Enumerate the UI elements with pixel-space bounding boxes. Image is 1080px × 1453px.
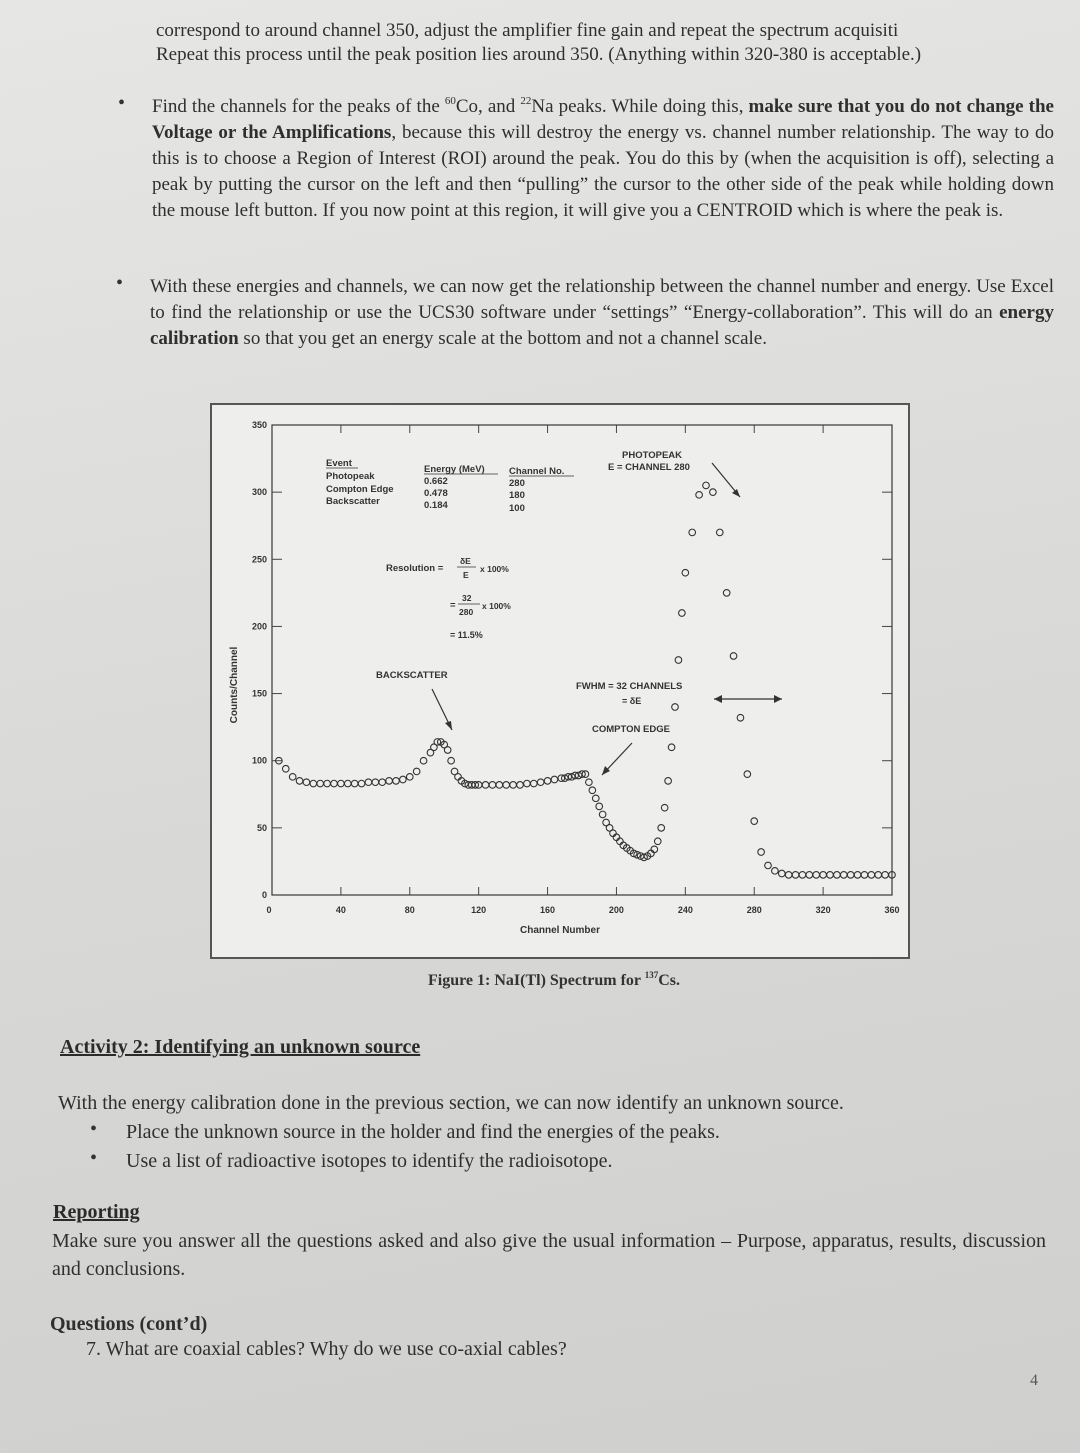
figure-box	[210, 403, 910, 959]
bullet-paragraph-2	[150, 274, 1054, 352]
data-point	[785, 872, 792, 879]
data-point	[351, 780, 358, 787]
data-point	[672, 704, 679, 711]
data-point	[758, 849, 765, 856]
resolution-result: = 11.5%	[450, 630, 483, 640]
data-point	[358, 780, 365, 787]
data-point	[682, 569, 689, 576]
data-point	[861, 872, 868, 879]
resolution-numerator-1: δE	[460, 556, 471, 566]
data-point	[665, 778, 672, 785]
data-point	[875, 872, 882, 879]
data-point	[820, 872, 827, 879]
table-energy-backscatter: 0.184	[424, 500, 448, 511]
na-isotope-mass: 22	[520, 95, 532, 107]
x-tick-label: 280	[746, 905, 762, 915]
data-point	[765, 862, 772, 869]
activity2-heading: Activity 2: Identifying an unknown source	[60, 1036, 421, 1058]
table-header-event: Event	[326, 458, 352, 469]
x-tick-label: 0	[266, 905, 272, 915]
data-point	[710, 489, 717, 496]
x-tick-label: 320	[815, 905, 831, 915]
y-tick-label: 50	[256, 822, 267, 833]
data-point	[813, 872, 820, 879]
top-line-1: correspond to around channel 350, adjust the amplifier fine gain and repeat the spectrum acquisiti	[156, 20, 899, 41]
co-isotope-mass: 60	[444, 95, 456, 107]
data-point	[448, 757, 455, 764]
page-number: 4	[1030, 1372, 1038, 1389]
data-point	[303, 779, 310, 786]
data-point	[599, 811, 606, 818]
y-tick-label: 250	[251, 554, 267, 565]
bullet1-text-b: Co, and	[455, 96, 521, 117]
data-point	[703, 482, 710, 489]
figure-caption	[428, 968, 680, 994]
data-point	[661, 804, 668, 811]
data-point	[689, 529, 696, 536]
x-tick-label: 200	[608, 905, 624, 915]
data-point	[854, 872, 861, 879]
table-channel-compton: 180	[509, 490, 525, 501]
backscatter-label: BACKSCATTER	[376, 670, 448, 681]
data-point	[537, 779, 544, 786]
data-point	[882, 872, 889, 879]
data-point	[496, 782, 503, 789]
fwhm-arrowhead-right	[774, 695, 782, 703]
data-point	[310, 780, 317, 787]
resolution-multiplier-1: x 100%	[480, 564, 509, 574]
data-point	[847, 872, 854, 879]
x-tick-label: 80	[404, 905, 415, 915]
data-point	[723, 590, 730, 597]
data-point	[524, 780, 531, 787]
data-point	[413, 768, 420, 775]
data-point	[834, 872, 841, 879]
activity2-item-2: Use a list of radioactive isotopes to identify the radioisotope.	[126, 1150, 613, 1172]
question-7: 7. What are coaxial cables? Why do we use co-axial cables?	[86, 1338, 567, 1360]
bullet-paragraph-1	[152, 94, 1054, 224]
activity2-bullet-1: •	[90, 1118, 98, 1140]
table-header-energy: Energy (MeV)	[424, 464, 485, 475]
data-point	[778, 870, 785, 877]
data-point	[372, 779, 379, 786]
data-point	[737, 714, 744, 721]
data-point	[289, 774, 296, 781]
data-point	[444, 747, 451, 754]
fwhm-delta-label: = δE	[622, 696, 642, 706]
data-point	[586, 779, 593, 786]
data-point	[592, 795, 599, 802]
photopeak-arrowhead	[732, 489, 740, 497]
table-energy-photopeak: 0.662	[424, 476, 448, 487]
questions-heading: Questions (cont’d)	[50, 1313, 208, 1335]
bullet2-text-a: With these energies and channels, we can now get the relationship between the channel number and energy. Use Excel to find the relationship or use the UCS30 software under “settings” “Energy-collaboration”. This will do an	[150, 276, 1054, 323]
photopeak-label: PHOTOPEAK	[622, 450, 683, 461]
activity2-intro: With the energy calibration done in the previous section, we can now identify an unknown source.	[58, 1092, 844, 1114]
bullet1-text-d: , because this will destroy the energy vs. channel number relationship. The way to do this is to choose a Region of Interest (ROI) around the peak. You do this by (when the acquisition is off), selecting a peak by putting the cursor on the left and then “pulling” the cursor to the other side of the peak while holding down the mouse left button. If you now point at this region, it will give you a CENTROID which is where the peak is.	[152, 122, 1054, 221]
x-tick-label: 120	[471, 905, 487, 915]
data-point	[317, 780, 324, 787]
resolution-denominator-1: E	[463, 570, 469, 580]
data-point	[379, 779, 386, 786]
data-point	[282, 765, 289, 772]
x-axis-label: Channel Number	[519, 925, 601, 936]
y-tick-label: 0	[261, 890, 267, 900]
y-tick-label: 300	[251, 487, 267, 498]
reporting-heading: Reporting	[53, 1201, 140, 1223]
bullet1-bold-warning: make sure that you do not change the Voltage or the Amplifications	[152, 96, 1054, 143]
table-event-compton: Compton Edge	[326, 484, 394, 495]
y-tick-label: 150	[251, 688, 267, 699]
data-point	[324, 780, 331, 787]
data-point	[338, 780, 345, 787]
data-point	[658, 825, 665, 832]
resolution-multiplier-2: x 100%	[482, 601, 511, 611]
y-tick-label: 350	[251, 420, 267, 430]
top-line-2: Repeat this process until the peak position lies around 350. (Anything within 320-380 is acceptable.)	[156, 44, 922, 65]
y-axis-label: Counts/Channel	[229, 646, 240, 724]
y-tick-label: 200	[251, 621, 267, 632]
data-point	[675, 657, 682, 664]
table-header-channel: Channel No.	[509, 466, 565, 477]
resolution-equals: =	[450, 600, 456, 611]
x-tick-label: 160	[540, 905, 556, 915]
data-point	[365, 779, 372, 786]
data-point	[400, 776, 407, 783]
bullet2-bold-term: energy calibration	[150, 302, 1054, 349]
resolution-denominator-2: 280	[459, 607, 474, 617]
table-channel-photopeak: 280	[509, 478, 525, 489]
data-point	[868, 872, 875, 879]
data-point	[517, 782, 524, 789]
data-point	[596, 803, 603, 810]
bullet2-text-b: so that you get an energy scale at the bottom and not a channel scale.	[238, 328, 767, 349]
caption-text-a: Figure 1: NaI(Tl) Spectrum for	[428, 972, 645, 989]
compton-edge-label: COMPTON EDGE	[592, 724, 670, 735]
table-channel-backscatter: 100	[509, 503, 525, 514]
data-point	[730, 653, 737, 660]
data-point	[510, 782, 517, 789]
data-point	[716, 529, 723, 536]
x-tick-label: 360	[884, 905, 900, 915]
data-point	[420, 757, 427, 764]
data-point	[331, 780, 338, 787]
y-tick-label: 100	[251, 755, 267, 766]
data-point	[696, 492, 703, 499]
data-point	[393, 778, 400, 785]
data-point	[827, 872, 834, 879]
backscatter-arrowhead	[445, 721, 452, 730]
data-point	[668, 744, 675, 751]
data-point	[406, 774, 413, 781]
data-point	[344, 780, 351, 787]
data-point	[792, 872, 799, 879]
data-point	[806, 872, 813, 879]
data-point	[799, 872, 806, 879]
data-point	[551, 776, 558, 783]
fwhm-label: FWHM = 32 CHANNELS	[576, 681, 683, 692]
bullet1-text-c: Na peaks. While doing this,	[531, 96, 749, 117]
activity2-bullet-2: •	[90, 1147, 98, 1169]
spectrum-chart	[212, 405, 908, 957]
caption-isotope-mass: 137	[644, 970, 659, 980]
data-point	[589, 787, 596, 794]
data-point	[654, 838, 661, 845]
bullet-dot-1: •	[118, 92, 126, 114]
data-point	[744, 771, 751, 778]
fwhm-arrowhead-left	[714, 695, 722, 703]
resolution-numerator-2: 32	[462, 593, 472, 603]
x-tick-label: 40	[335, 905, 346, 915]
data-point	[751, 818, 758, 825]
bullet-dot-2: •	[116, 272, 124, 294]
reporting-text: Make sure you answer all the questions asked and also give the usual information – Purpose, apparatus, results, discussion and conclusions.	[52, 1230, 1046, 1280]
data-point	[530, 780, 537, 787]
table-event-photopeak: Photopeak	[326, 471, 375, 482]
data-point	[772, 868, 779, 875]
data-point	[296, 778, 303, 785]
x-tick-label: 240	[677, 905, 693, 915]
data-point	[503, 782, 510, 789]
activity2-item-1: Place the unknown source in the holder and find the energies of the peaks.	[126, 1121, 720, 1143]
table-event-backscatter: Backscatter	[326, 496, 380, 507]
table-energy-compton: 0.478	[424, 488, 448, 499]
data-point	[482, 782, 489, 789]
photopeak-channel-label: E = CHANNEL 280	[608, 462, 690, 473]
data-point	[544, 778, 551, 785]
resolution-label: Resolution =	[386, 563, 444, 574]
data-point	[386, 778, 393, 785]
data-point	[840, 872, 847, 879]
bullet1-text-a: Find the channels for the peaks of the	[152, 96, 445, 117]
data-point	[489, 782, 496, 789]
data-point	[679, 610, 686, 617]
caption-text-b: Cs.	[658, 972, 680, 989]
